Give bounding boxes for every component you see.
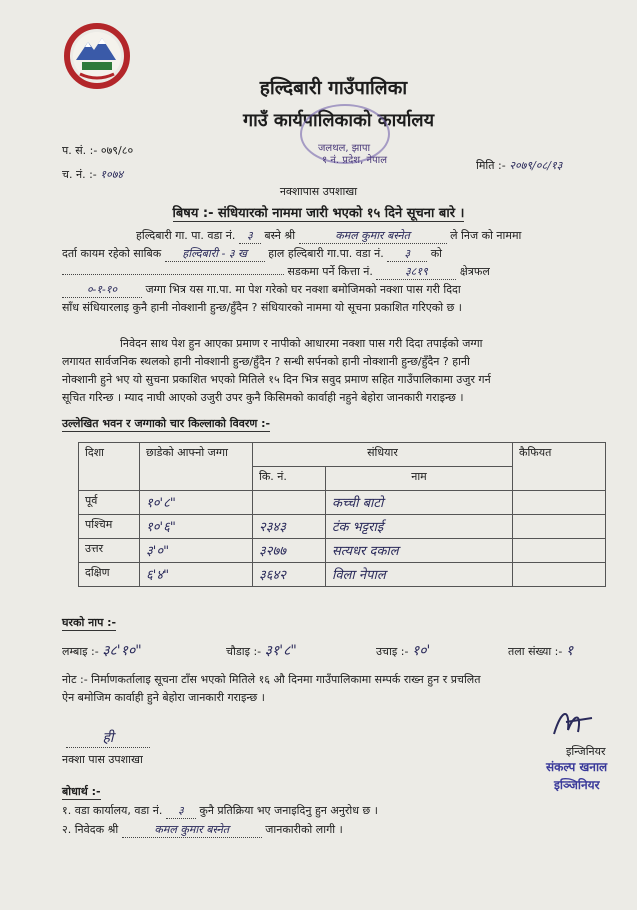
- house-width: चौडाइ :- ३१'८": [226, 643, 297, 659]
- table-row: पश्चिम १०'६" २३४३ टंक भट्टराई: [79, 515, 606, 539]
- cc-item-1: १. वडा कार्यालय, वडा नं. ३ कुनै प्रतिक्रिया भए जनाइदिनु हुन अनुरोध छ ।: [62, 804, 378, 817]
- subject-line: बिषय :- संधियारको नाममा जारी भएको १५ दिने सूचना बारे ।: [172, 206, 465, 221]
- office-title: गाउँ कार्यपालिकाको कार्यालय: [242, 110, 435, 131]
- left-signature-label: नक्शा पास उपशाखा: [62, 753, 143, 766]
- para1-line1: हल्दिबारी गा. पा. वडा नं. ३ बस्ने श्री कमल कुमार बस्नेत ले निज को नाममा: [136, 229, 522, 242]
- para1-line4: ०-१-१० जग्गा भित्र यस गा.पा. मा पेश गरेको घर नक्शा बमोजिमको नक्शा पास गरी दिदा: [62, 282, 461, 298]
- engineer-signature-icon: [548, 704, 598, 740]
- table-row: दक्षिण ६'४" ३६४२ विला नेपाल: [79, 563, 606, 587]
- ref-no: प. सं. :- ०७९/८०: [62, 144, 134, 157]
- department: नक्शापास उपशाखा: [279, 185, 358, 198]
- office-name: हल्दिबारी गाउँपालिका: [259, 77, 408, 99]
- col-remarks: कैफियत: [513, 443, 606, 491]
- para1-line5: साँध संधियारलाइ कुनै हानी नोक्शानी हुन्छ/हुँदैन ? संधियारको नाममा यो सूचना प्रकाशित गरिएको छ ।: [62, 301, 462, 314]
- para1-line2: दर्ता कायम रहेको साबिक हल्दिबारी - ३ ख हाल हल्दिबारी गा.पा. वडा नं. ३ को: [62, 247, 442, 260]
- note-line2: ऐन बमोजिम कार्वाही हुने बेहोरा जानकारी गराइन्छ ।: [62, 691, 265, 704]
- para2-line2: लगायत सार्वजनिक स्थलको हानी नोक्शानी हुन्छ/हुँदैन ? सन्धी सर्पनको हानी नोक्शानी हुन्छ/हुँदैन ? हानी: [62, 355, 470, 368]
- table-row: उत्तर ३'०" ३२७७ सत्यधर दकाल: [79, 539, 606, 563]
- boundary-table: [78, 442, 606, 587]
- col-setback: छाडेको आफ्नो जग्गा: [140, 443, 253, 491]
- cc-heading: बोधार्थ :-: [62, 785, 101, 798]
- para2-line3: नोक्शानी हुने भए यो सुचना प्रकाशित भएको मितिले १५ दिन भित्र सवुद प्रमाण सहित गाउँपालिकामा उजुर गर्न: [62, 373, 491, 386]
- house-height: उचाइ :- १०': [376, 643, 431, 659]
- para2-line4: सूचित गरिन्छ । म्याद नाघी आएको उजुरी उपर कुनै किसिमको कार्वाही नहुने बेहोरा जानकारी गराइन्छ ।: [62, 391, 464, 404]
- engineer-role: इन्जिनियर: [566, 745, 606, 758]
- dispatch-no: च. नं. :- १०७४: [62, 168, 124, 181]
- house-length: लम्बाइ :- ३८'१०": [62, 643, 142, 659]
- address-line-2: १ नं. प्रदेश, नेपाल: [322, 155, 388, 166]
- engineer-title-stamp: इञ्जिनियर: [554, 778, 600, 792]
- col-direction: दिशा: [79, 443, 140, 491]
- address-line-1: जलथल, झापा: [318, 143, 371, 154]
- col-kitta: कि. नं.: [253, 467, 326, 491]
- note-line1: नोट :- निर्माणकर्तालाइ सूचना टाँस भएको मितिले १६ औ दिनमा गाउँपालिकामा सम्पर्क राख्न हुन र प्रचलित: [62, 673, 481, 686]
- house-floors: तला संख्या :- १: [508, 643, 574, 659]
- col-neighbor: संधियार: [253, 443, 513, 467]
- house-heading: घरको नाप :-: [62, 616, 117, 629]
- date: मिति :- २०७९/०८/१३: [476, 159, 563, 172]
- para1-line3: सडकमा पर्ने कित्ता नं. ३८१९ क्षेत्रफल: [62, 264, 490, 280]
- cc-item-2: २. निवेदक श्री कमल कुमार बस्नेत जानकारीको लागी ।: [62, 823, 343, 836]
- table-row: पूर्व १०'८" कच्ची बाटो: [79, 491, 606, 515]
- engineer-name-stamp: संकल्प खनाल: [546, 760, 608, 774]
- col-name: नाम: [326, 467, 513, 491]
- left-signature: ही: [66, 728, 150, 748]
- table-heading: उल्लेखित भवन र जग्गाको चार किल्लाको विवरण :-: [62, 417, 271, 430]
- para2-line1: निवेदन साथ पेश हुन आएका प्रमाण र नापीको आधारमा नक्शा पास गरी दिदा तपाईको जग्गा: [120, 337, 483, 350]
